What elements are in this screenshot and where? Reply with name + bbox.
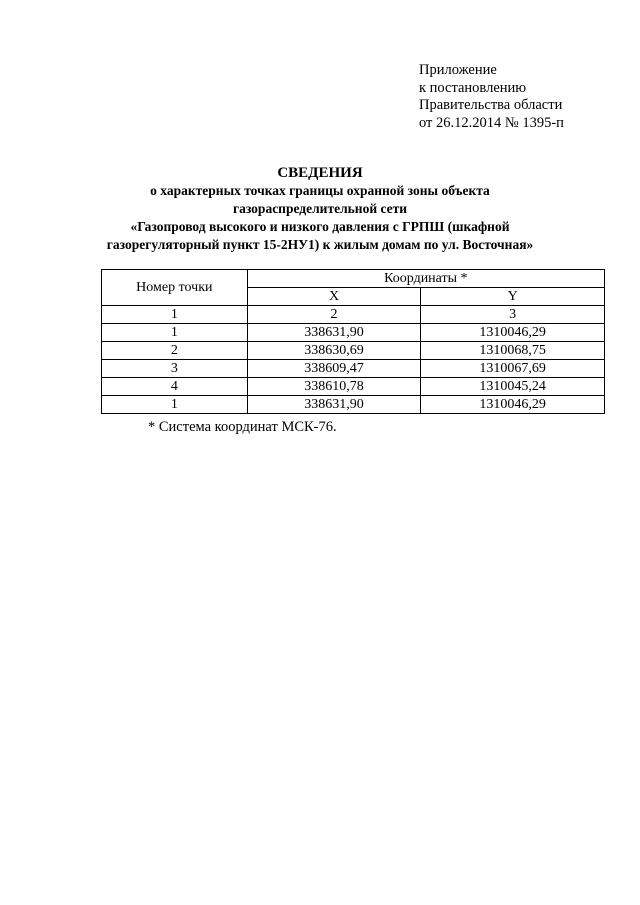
table-row — [102, 396, 605, 414]
y-coordinate-cell: 1310067,69 — [421, 360, 605, 378]
x-coordinate-cell: 338631,90 — [247, 324, 421, 342]
y-coordinate-cell: 1310046,29 — [421, 324, 605, 342]
table-row — [102, 360, 605, 378]
y-coordinate-cell: 1310045,24 — [421, 378, 605, 396]
table-row — [102, 378, 605, 396]
point-number-cell: 1 — [102, 324, 248, 342]
appendix-line: от 26.12.2014 № 1395-п — [419, 114, 564, 131]
document-heading — [60, 164, 580, 254]
column-number-cell: 3 — [421, 306, 605, 324]
heading-line: газорегуляторный пункт 15-2НУ1) к жилым домам по ул. Восточная» — [106, 237, 534, 252]
header-coordinates: Координаты * — [247, 270, 604, 288]
x-coordinate-cell: 338609,47 — [247, 360, 421, 378]
appendix-block — [419, 62, 564, 132]
coordinates-table — [101, 269, 605, 414]
heading-line: «Газопровод высокого и низкого давления с ГРПШ (шкафной — [130, 219, 510, 234]
point-number-cell: 2 — [102, 342, 248, 360]
table-row — [102, 342, 605, 360]
header-x: X — [247, 288, 421, 306]
point-number-cell: 4 — [102, 378, 248, 396]
document-title: СВЕДЕНИЯ — [277, 165, 363, 181]
header-y: Y — [421, 288, 605, 306]
x-coordinate-cell: 338630,69 — [247, 342, 421, 360]
column-number-cell: 2 — [247, 306, 421, 324]
y-coordinate-cell: 1310068,75 — [421, 342, 605, 360]
table-row — [102, 324, 605, 342]
coordinate-system-footnote: * Система координат МСК-76. — [148, 419, 337, 435]
appendix-line: к постановлению — [419, 79, 527, 96]
header-point-number: Номер точки — [102, 270, 248, 306]
heading-line: о характерных точках границы охранной зоны объекта — [150, 183, 490, 198]
point-number-cell: 3 — [102, 360, 248, 378]
appendix-line: Приложение — [419, 62, 497, 78]
heading-line: газораспределительной сети — [232, 201, 408, 216]
point-number-cell: 1 — [102, 396, 248, 414]
x-coordinate-cell: 338631,90 — [247, 396, 421, 414]
column-number-cell: 1 — [102, 306, 248, 324]
y-coordinate-cell: 1310046,29 — [421, 396, 605, 414]
appendix-line: Правительства области — [419, 97, 563, 113]
table-header-row — [102, 270, 605, 288]
column-number-row — [102, 306, 605, 324]
x-coordinate-cell: 338610,78 — [247, 378, 421, 396]
